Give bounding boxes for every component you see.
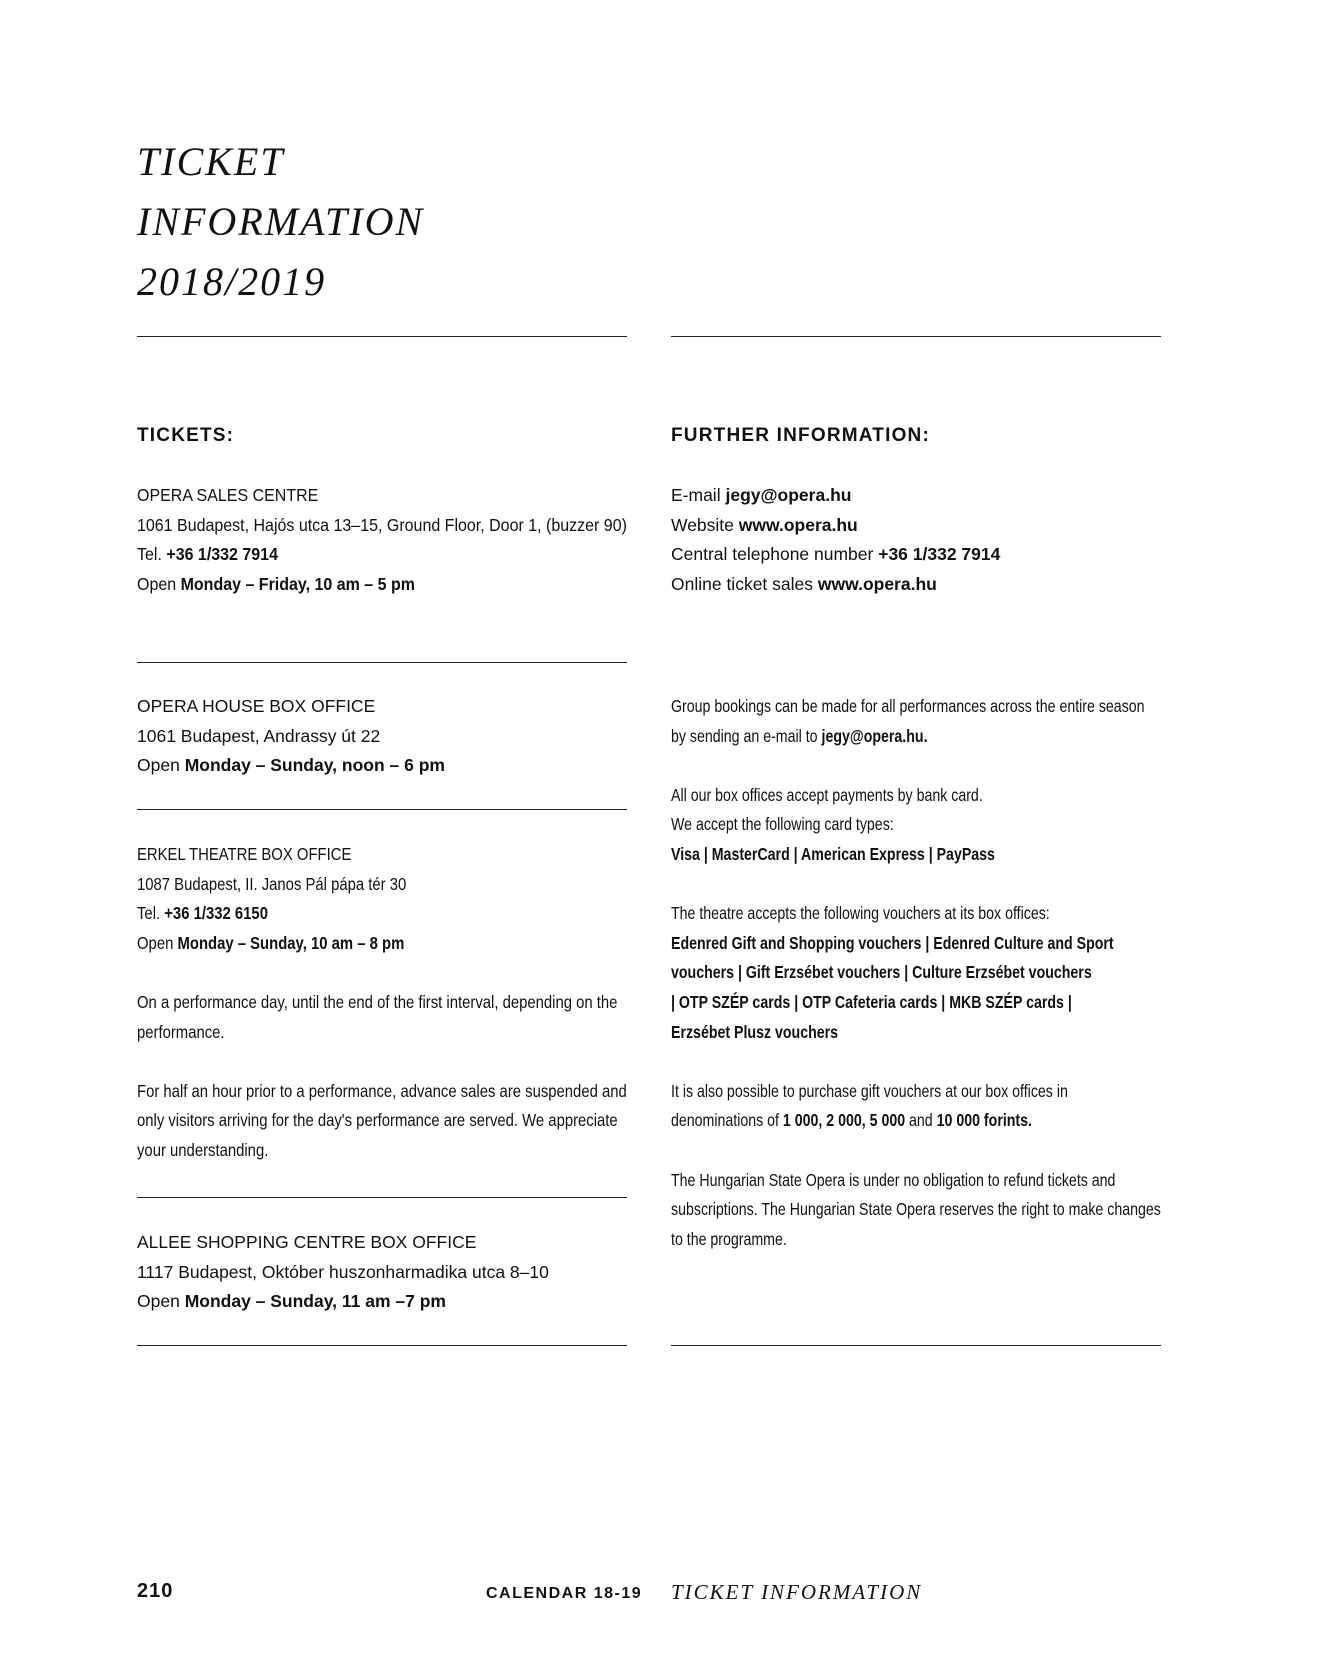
- footer-section-title: TICKET INFORMATION: [671, 1580, 923, 1604]
- note-text: your understanding.: [137, 1139, 269, 1160]
- group-email-link[interactable]: jegy@opera.hu.: [821, 725, 928, 746]
- footer-calendar: CALENDAR 18-19: [486, 1585, 643, 1602]
- title-line-2: INFORMATION: [137, 199, 425, 244]
- gift-vouchers-text: It is also possible to purchase gift vouchers at our box offices in: [671, 1080, 1068, 1101]
- office-name: OPERA SALES CENTRE: [137, 485, 319, 505]
- office-hours: Open Monday – Sunday, 10 am – 8 pm: [137, 932, 405, 953]
- gift-vouchers-text: denominations of 1 000, 2 000, 5 000 and 10 000 forints.: [671, 1110, 1032, 1131]
- office-address: 1117 Budapest, Október huszonharmadika utca 8–10: [137, 1261, 549, 1282]
- note-text: For half an hour prior to a performance, advance sales are suspended and: [137, 1080, 627, 1101]
- divider: [137, 1197, 627, 1198]
- office-phone: Tel. +36 1/332 6150: [137, 903, 268, 924]
- note-text: performance.: [137, 1021, 225, 1042]
- office-address: 1087 Budapest, II. Janos Pál pápa tér 30: [137, 873, 407, 894]
- group-bookings-text: by sending an e-mail to jegy@opera.hu.: [671, 725, 928, 746]
- divider: [137, 336, 627, 337]
- office-hours: Open Monday – Sunday, 11 am –7 pm: [137, 1291, 446, 1312]
- divider: [671, 1345, 1161, 1346]
- phone-line: Central telephone number +36 1/332 7914: [671, 544, 1001, 565]
- voucher-list: Edenred Gift and Shopping vouchers | Edenred Culture and Sport: [671, 932, 1114, 953]
- website-line: Website www.opera.hu: [671, 514, 858, 535]
- further-information-heading: FURTHER INFORMATION:: [671, 425, 931, 446]
- voucher-list: Erzsébet Plusz vouchers: [671, 1021, 839, 1042]
- page-title: [137, 132, 424, 312]
- office-name: ERKEL THEATRE BOX OFFICE: [137, 844, 352, 864]
- office-address: 1061 Budapest, Andrassy út 22: [137, 725, 381, 746]
- divider: [671, 336, 1161, 337]
- website-link[interactable]: www.opera.hu: [738, 514, 858, 535]
- allee-box-office: [137, 1228, 549, 1317]
- contact-info: [671, 481, 1000, 599]
- voucher-list: | OTP SZÉP cards | OTP Cafeteria cards | MKB SZÉP cards |: [671, 991, 1072, 1012]
- cards-text: All our box offices accept payments by bank card.: [671, 784, 983, 805]
- title-line-3: 2018/2019: [137, 259, 327, 304]
- divider: [137, 662, 627, 663]
- tickets-heading: TICKETS:: [137, 425, 235, 446]
- divider: [137, 809, 627, 810]
- online-sales-line: Online ticket sales www.opera.hu: [671, 573, 937, 594]
- note-text: On a performance day, until the end of the first interval, depending on the: [137, 991, 618, 1012]
- office-hours: Open Monday – Sunday, noon – 6 pm: [137, 755, 445, 776]
- office-hours: Open Monday – Friday, 10 am – 5 pm: [137, 573, 415, 594]
- online-sales-link[interactable]: www.opera.hu: [817, 573, 937, 594]
- refund-text: The Hungarian State Opera is under no obligation to refund tickets and: [671, 1169, 1116, 1190]
- email-link[interactable]: jegy@opera.hu: [725, 485, 852, 505]
- email-line: E-mail jegy@opera.hu: [671, 485, 852, 505]
- office-name: ALLEE SHOPPING CENTRE BOX OFFICE: [137, 1232, 477, 1252]
- card-types: Visa | MasterCard | American Express | PayPass: [671, 843, 995, 864]
- group-bookings-text: Group bookings can be made for all performances across the entire season: [671, 696, 1145, 716]
- divider: [137, 1345, 627, 1346]
- erkel-theatre-box-office: [137, 840, 627, 1166]
- note-text: only visitors arriving for the day's performance are served. We appreciate: [137, 1110, 618, 1131]
- cards-text: We accept the following card types:: [671, 814, 894, 835]
- title-line-1: TICKET: [137, 139, 285, 184]
- further-details: [671, 692, 1161, 1254]
- refund-text: to the programme.: [671, 1228, 787, 1249]
- office-name: OPERA HOUSE BOX OFFICE: [137, 696, 376, 716]
- refund-text: subscriptions. The Hungarian State Opera reserves the right to make changes: [671, 1199, 1161, 1220]
- voucher-list: vouchers | Gift Erzsébet vouchers | Culture Erzsébet vouchers: [671, 962, 1092, 983]
- vouchers-intro: The theatre accepts the following vouchers at its box offices:: [671, 903, 1050, 924]
- page-number: 210: [137, 1580, 174, 1602]
- office-address: 1061 Budapest, Hajós utca 13–15, Ground Floor, Door 1, (buzzer 90): [137, 514, 627, 535]
- opera-sales-centre: [137, 481, 627, 599]
- opera-house-box-office: [137, 692, 445, 781]
- office-phone: Tel. +36 1/332 7914: [137, 544, 278, 565]
